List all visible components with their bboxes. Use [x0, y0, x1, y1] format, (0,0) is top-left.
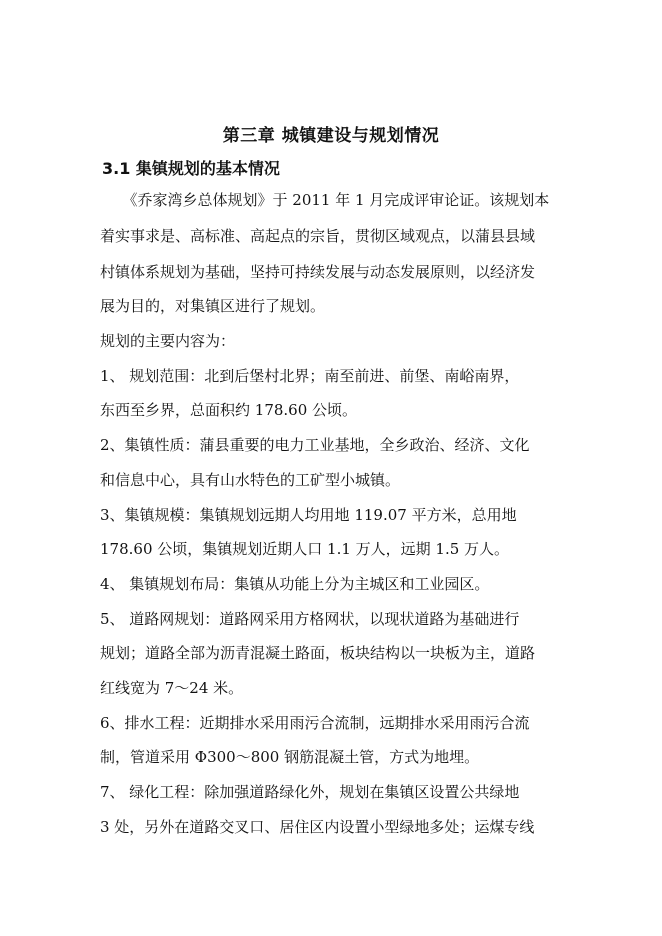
paragraph-line: 7、 绿化工程：除加强道路绿化外，规划在集镇区设置公共绿地 [100, 783, 520, 801]
paragraph-line: 4、 集镇规划布局：集镇从功能上分为主城区和工业园区。 [100, 575, 490, 593]
paragraph-line: 和信息中心，具有山水特色的工矿型小城镇。 [100, 471, 401, 489]
paragraph-line: 3 处，另外在道路交叉口、居住区内设置小型绿地多处；运煤专线 [100, 818, 535, 836]
paragraph-line: 3、集镇规模：集镇规划远期人均用地 119.07 平方米，总用地 [100, 506, 517, 524]
paragraph-line: 规划的主要内容为： [100, 332, 236, 350]
paragraph-line: 着实事求是、高标准、高起点的宗旨，贯彻区域观点，以蒲县县域 [100, 227, 536, 245]
section-heading: 3.1 集镇规划的基本情况 [102, 159, 280, 178]
paragraph-line: 规划；道路全部为沥青混凝土路面，板块结构以一块板为主，道路 [100, 644, 536, 662]
paragraph-line: 178.60 公顷，集镇规划近期人口 1.1 万人，远期 1.5 万人。 [100, 540, 510, 558]
chapter-title: 第三章 城镇建设与规划情况 [222, 126, 440, 146]
paragraph-line: 村镇体系规划为基础，坚持可持续发展与动态发展原则，以经济发 [100, 263, 536, 281]
paragraph-line: 1、 规划范围：北到后堡村北界；南至前进、前堡、南峪南界， [100, 367, 520, 385]
paragraph-line: 6、排水工程：近期排水采用雨污合流制，远期排水采用雨污合流 [100, 714, 530, 732]
paragraph-line: 红线宽为 7～24 米。 [100, 679, 244, 697]
paragraph-line: 展为目的，对集镇区进行了规划。 [100, 297, 326, 315]
paragraph-line: 2、集镇性质：蒲县重要的电力工业基地，全乡政治、经济、文化 [100, 436, 530, 454]
paragraph-line: 制，管道采用 Φ300～800 钢筋混凝土管，方式为地埋。 [100, 748, 480, 766]
paragraph-line: 东西至乡界，总面积约 178.60 公顷。 [100, 401, 358, 419]
paragraph-line: 《乔家湾乡总体规划》于 2011 年 1 月完成评审论证。该规划本 [100, 191, 550, 209]
paragraph-line: 5、 道路网规划：道路网采用方格网状，以现状道路为基础进行 [100, 610, 520, 628]
